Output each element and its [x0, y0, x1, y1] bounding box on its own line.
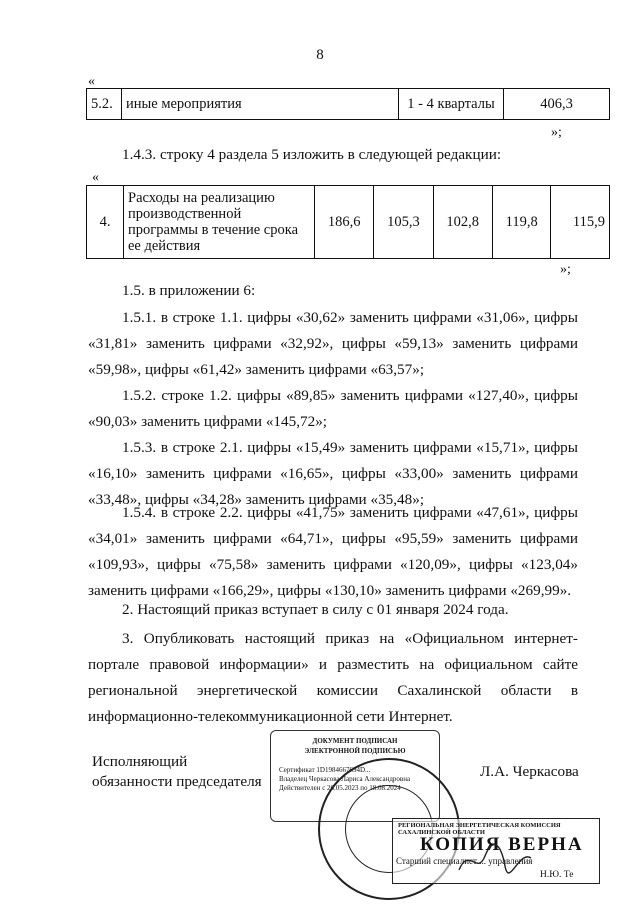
cell-row-number: 4. — [87, 186, 124, 259]
page-number: 8 — [316, 47, 324, 63]
cell-row-number: 5.2. — [87, 89, 122, 120]
cell-value-year-4: 119,8 — [492, 186, 551, 259]
stamp-owner: Владелец Черкасова Лариса Александровна — [279, 775, 411, 783]
paragraph-2: 2. Настоящий приказ вступает в силу с 01 января 2024 года. — [122, 601, 509, 618]
stamp-validity: Действителен с 26.05.2023 по 18.08.2024 — [279, 784, 401, 792]
paragraph-1-4-3: 1.4.3. строку 4 раздела 5 изложить в следующей редакции: — [122, 146, 502, 163]
signatory-title-line-2: обязанности председателя — [92, 773, 262, 790]
closing-quote: »; — [560, 262, 571, 277]
handwritten-signature — [455, 840, 535, 880]
signatory-name: Л.А. Черкасова — [480, 763, 579, 780]
copy-stamp-position: Старший специалист ... управления — [396, 856, 533, 866]
amendment-table-row-4 — [86, 185, 610, 259]
opening-quote: « — [92, 170, 99, 185]
expense-name-line: производственной — [128, 206, 242, 222]
paragraph-1-5-1: 1.5.1. в строке 1.1. цифры «30,62» заменить цифрами «31,06», цифры «31,81» заменить цифрами «32,92», цифры «59,13» заменить цифрами «59,98», цифры «61,42» заменить цифрами «63,57»; — [88, 309, 578, 378]
amendment-table-row-5-2 — [86, 88, 610, 120]
copy-stamp-organization: РЕГИОНАЛЬНАЯ ЭНЕРГЕТИЧЕСКАЯ КОМИССИЯ САХАЛИНСКОЙ ОБЛАСТИ — [398, 822, 561, 836]
stamp-header-line-2: ЭЛЕКТРОННОЙ ПОДПИСЬЮ — [304, 747, 406, 755]
opening-quote: « — [88, 74, 95, 89]
paragraph-1-5-2: 1.5.2. строке 1.2. цифры «89,85» заменить цифрами «127,40», цифры «90,03» заменить цифрами «145,72»; — [88, 387, 578, 430]
copy-stamp-name: Н.Ю. Те — [540, 870, 574, 880]
cell-expense-name — [124, 186, 315, 259]
closing-quote: »; — [551, 125, 562, 140]
stamp-header-line-1: ДОКУМЕНТ ПОДПИСАН — [312, 737, 398, 745]
paragraph-1-5-4: 1.5.4. в строке 2.2. цифры «41,75» заменить цифрами «47,61», цифры «34,01» заменить цифрами «64,71», цифры «95,59» заменить цифрами «109,93», цифры «75,58» заменить цифрами «120,09», цифры «123,04» заменить цифрами «166,29», цифры «130,10» заменить цифрами «269,99». — [88, 504, 578, 599]
expense-name-line: ее действия — [128, 238, 201, 254]
signatory-title-line-1: Исполняющий — [92, 753, 188, 770]
paragraph-3: 3. Опубликовать настоящий приказ на «Официальном интернет-портале правовой информации» и разместить на официальном сайте региональной энергетической комиссии Сахалинской области в информационно-телекоммуникационной сети Интернет. — [88, 630, 578, 725]
stamp-certificate: Сертификат 1D1984667694D... — [279, 766, 371, 774]
cell-value-year-5: 115,9 — [551, 186, 610, 259]
cell-value-year-3: 102,8 — [433, 186, 492, 259]
expense-name-line: Расходы на реализацию — [128, 190, 275, 206]
copy-stamp-title: КОПИЯ ВЕРНА — [420, 834, 584, 855]
cell-value-year-1: 186,6 — [315, 186, 374, 259]
cell-amount: 406,3 — [504, 89, 610, 120]
cell-value-year-2: 105,3 — [374, 186, 433, 259]
cell-period: 1 - 4 кварталы — [399, 89, 504, 120]
cell-measure-name: иные мероприятия — [122, 89, 399, 120]
paragraph-1-5: 1.5. в приложении 6: — [122, 282, 256, 299]
paragraph-1-5-3: 1.5.3. в строке 2.1. цифры «15,49» заменить цифрами «15,71», цифры «16,10» заменить цифрами «16,65», цифры «33,00» заменить цифрами «33,48», цифры «34,28» заменить цифрами «35,48»; — [88, 439, 578, 508]
expense-name-line: программы в течение срока — [128, 222, 298, 238]
